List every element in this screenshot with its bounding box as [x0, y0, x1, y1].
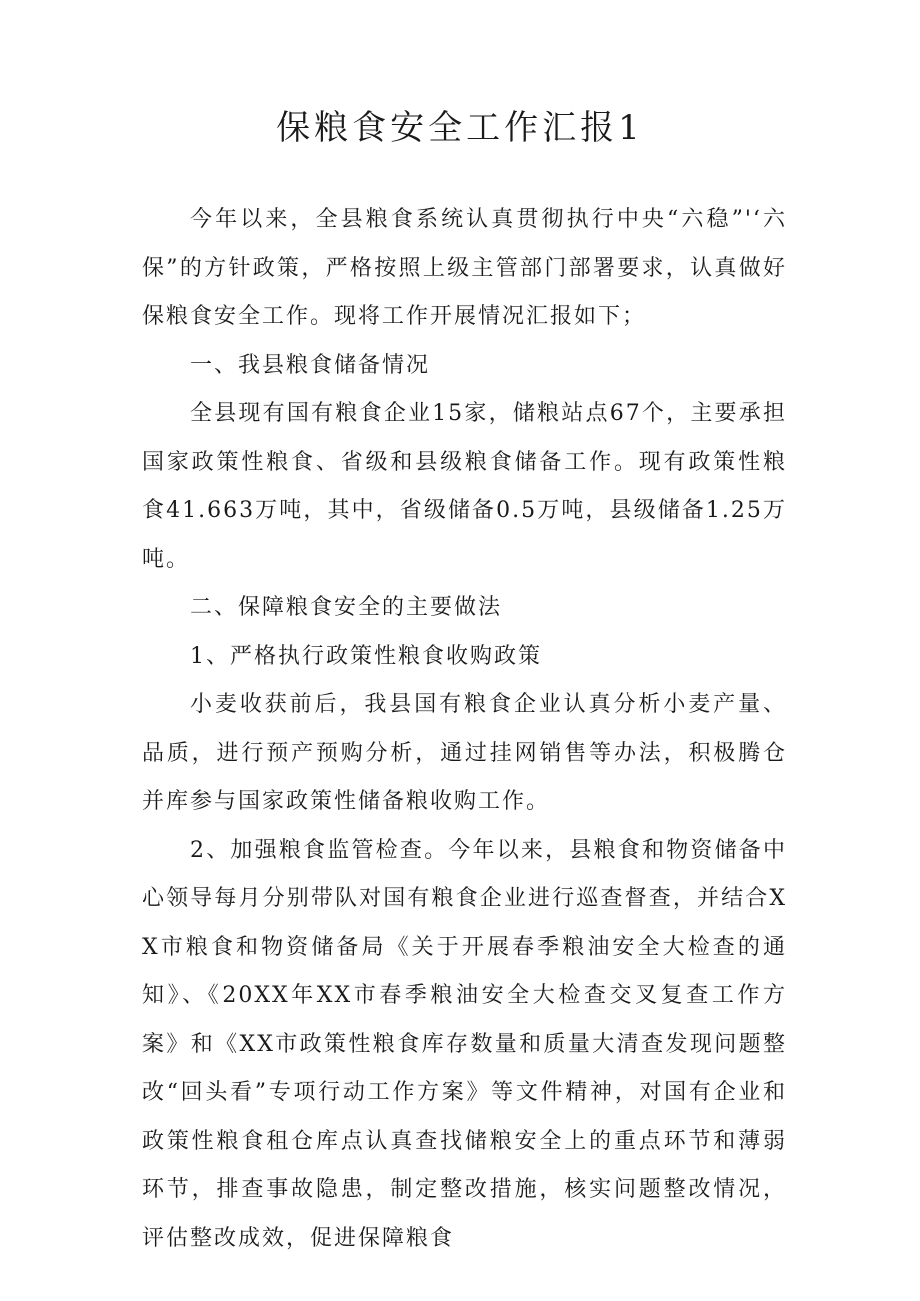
paragraph-reserves: 全县现有国有粮食企业15家，储粮站点67个，主要承担国家政策性粮食、省级和县级粮食储备工作。现有政策性粮食41.663万吨，其中，省级储备0.5万吨，县级储备1.25万吨。	[142, 401, 787, 572]
section-heading-1: 一、我县粮食储备情况	[190, 352, 431, 378]
section-heading-2: 二、保障粮食安全的主要做法	[190, 595, 503, 620]
paragraph-wheat: 小麦收获前后，我县国有粮食企业认真分析小麦产量、品质，进行预产预购分析，通过挂网销售等办法，积极腾仓并库参与国家政策性储备粮收购工作。	[142, 692, 787, 814]
paragraph-supervision: 2、加强粮食监管检查。今年以来，县粮食和物资储备中心领导每月分别带队对国有粮食企业进行巡查督查，并结合XX市粮食和物资储备局《关于开展春季粮油安全大检查的通知》、《20XX年XX市春季粮油安全大检查交叉复查工作方案》和《XX市政策性粮食库存数量和质量大清查发现问题整改“回头看”专项行动工作方案》等文件精神，对国有企业和政策性粮食租仓库点认真查找储粮安全上的重点环节和薄弱环节，排查事故隐患，制定整改措施，核实问题整改情况，评估整改成效，促进保障粮食	[142, 837, 787, 1251]
subheading-1: 1、严格执行政策性粮食收购政策	[190, 643, 542, 669]
document-body	[142, 196, 787, 1263]
paragraph-intro: 今年以来，全县粮食系统认真贯彻执行中央“六稳”'‘六保”的方针政策，严格按照上级主管部门部署要求，认真做好保粮食安全工作。现将工作开展情况汇报如下；	[142, 207, 787, 329]
document-title: 保粮食安全工作汇报1	[276, 108, 644, 148]
